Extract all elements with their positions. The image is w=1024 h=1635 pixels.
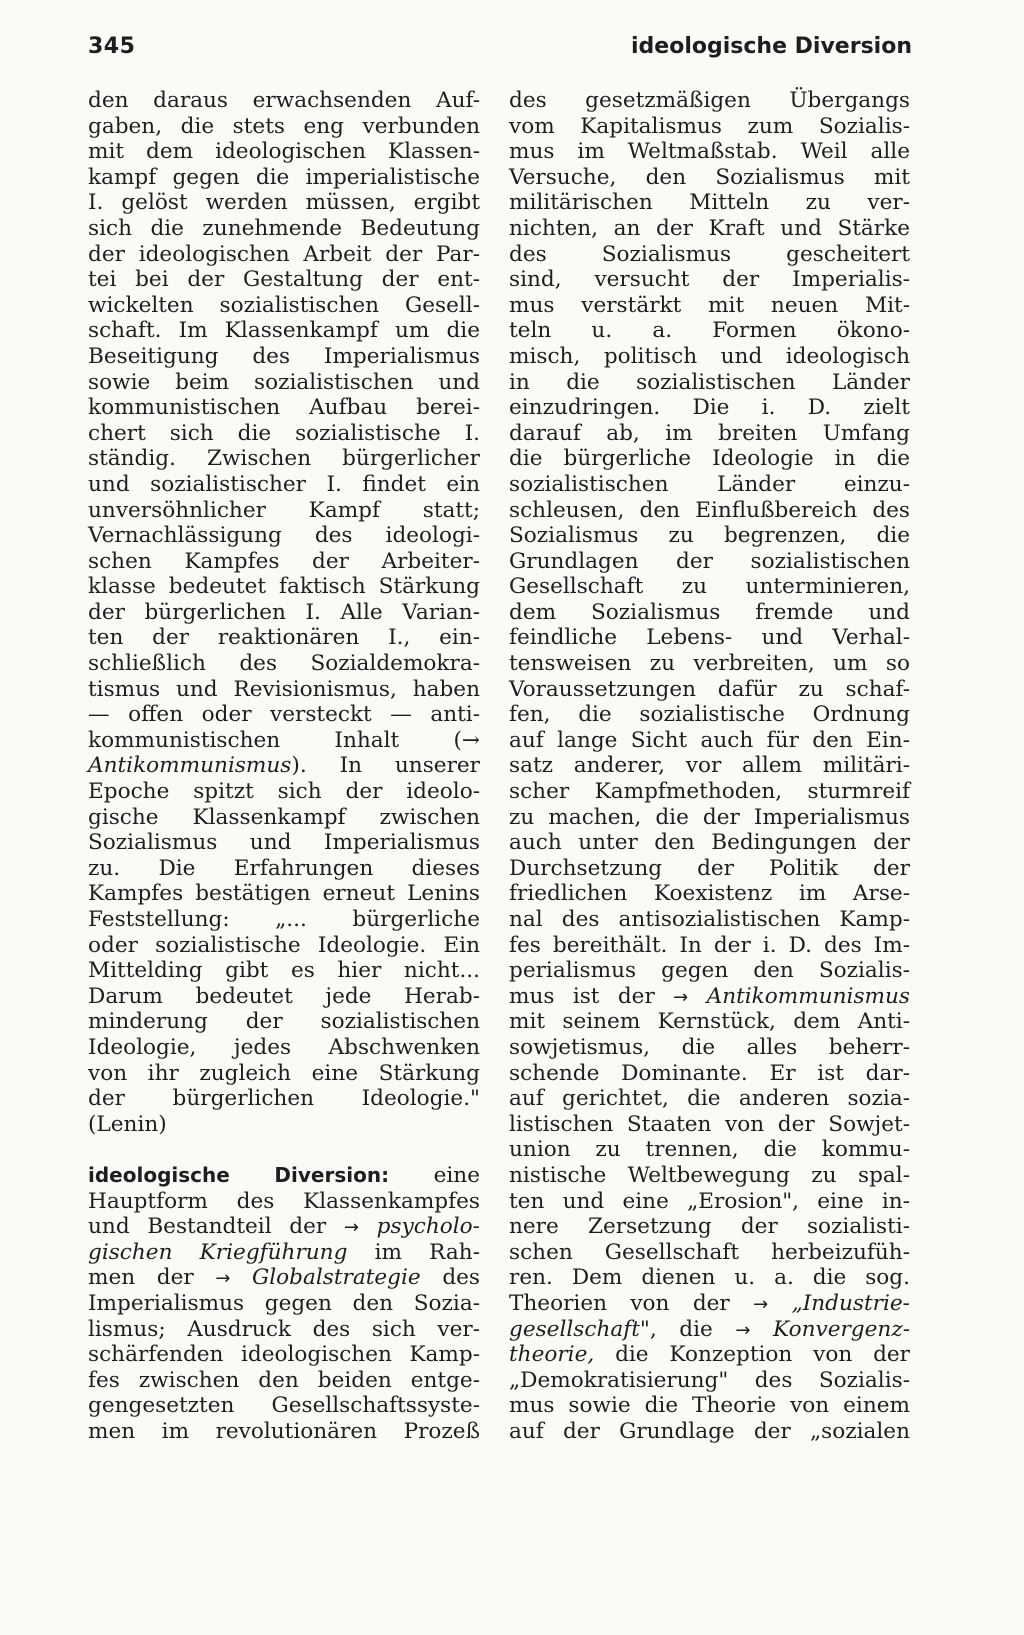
text-line: und Bestandteil der → psycholo-	[88, 1214, 480, 1240]
text-line: schließlich des Sozialdemokra-	[88, 651, 480, 677]
text-line: fes bereithält. In der i. D. des Im-	[509, 932, 910, 958]
text-line: tensweisen zu verbreiten, um so	[509, 651, 910, 677]
cross-reference-psychologische-kriegfuehrung-cont[interactable]: gischen Kriegführung	[88, 1239, 348, 1265]
text-line: auch unter den Bedingungen der	[509, 830, 910, 856]
text-line: einzudringen. Die i. D. zielt	[509, 395, 910, 421]
text-line: Mittelding gibt es hier nicht...	[88, 958, 480, 984]
cross-reference-industriegesellschaft-cont[interactable]: gesellschaft"	[509, 1316, 650, 1342]
text-line: auf der Grundlage der „sozialen	[509, 1418, 910, 1444]
text-line: union zu trennen, die kommu-	[509, 1137, 910, 1163]
text-line: wickelten sozialistischen Gesell-	[88, 292, 480, 318]
text-line: minderung der sozialistischen	[88, 1009, 480, 1035]
text-line: Durchsetzung der Politik der	[509, 855, 910, 881]
text-line: scher Kampfmethoden, sturmreif	[509, 779, 910, 805]
text-line: Antikommunismus). In unserer	[88, 753, 480, 779]
text-line: Hauptform des Klassenkampfes	[88, 1188, 480, 1214]
text-line: nere Zersetzung der sozialisti-	[509, 1214, 910, 1240]
text-line: Sozialismus und Imperialismus	[88, 830, 480, 856]
text-line: men der → Globalstrategie des	[88, 1265, 480, 1291]
text-line: Vernachlässigung des ideologi-	[88, 523, 480, 549]
text-line: schleusen, den Einflußbereich des	[509, 497, 910, 523]
text-line: kampf gegen die imperialistische	[88, 164, 480, 190]
text-line: Kampfes bestätigen erneut Lenins	[88, 881, 480, 907]
text-line: gengesetzten Gesellschaftssyste-	[88, 1393, 480, 1419]
text-line: Theorien von der → „Industrie-	[509, 1290, 910, 1316]
text-line: sind, versucht der Imperialis-	[509, 267, 910, 293]
text-line: darauf ab, im breiten Umfang	[509, 420, 910, 446]
text-line: die bürgerliche Ideologie in die	[509, 446, 910, 472]
text-line: kommunistischen Aufbau berei-	[88, 395, 480, 421]
arrow-icon: →	[343, 1217, 359, 1239]
entry-body	[88, 1291, 480, 1445]
text-line: mus sowie die Theorie von einem	[509, 1393, 910, 1419]
text-line: tismus und Revisionismus, haben	[88, 676, 480, 702]
text-line: gische Klassenkampf zwischen	[88, 804, 480, 830]
text-line: tei bei der Gestaltung der ent-	[88, 267, 480, 293]
text-line: men im revolutionären Prozeß	[88, 1418, 480, 1444]
arrow-icon: →	[735, 1319, 751, 1341]
text-line: klasse bedeutet faktisch Stärkung	[88, 574, 480, 600]
text-line: satz anderer, vor allem militäri-	[509, 753, 910, 779]
text-line: sowjetismus, die alles beherr-	[509, 1034, 910, 1060]
right-paragraph-a	[509, 88, 910, 984]
text-line: schärfenden ideologischen Kamp-	[88, 1342, 480, 1368]
text-line: Grundlagen der sozialistischen	[509, 548, 910, 574]
text-line: der ideologischen Arbeit der Par-	[88, 241, 480, 267]
arrow-icon: →	[215, 1268, 231, 1290]
arrow-icon: →	[673, 986, 689, 1008]
text-line: Imperialismus gegen den Sozia-	[88, 1290, 480, 1316]
text-line: Feststellung: „... bürgerliche	[88, 907, 480, 932]
left-paragraph-1	[88, 88, 480, 753]
text-line: vom Kapitalismus zum Sozialis-	[509, 113, 910, 139]
text-line: listischen Staaten von der Sowjet-	[509, 1111, 910, 1137]
text-line: sich die zunehmende Bedeutung	[88, 215, 480, 241]
arrow-icon: →	[753, 1293, 769, 1315]
page-number: 345	[88, 34, 136, 59]
cross-reference-industriegesellschaft[interactable]: „Industrie-	[791, 1290, 910, 1316]
entry-term: ideologische Diversion:	[88, 1162, 390, 1187]
cross-reference-globalstrategie[interactable]: Globalstrategie	[252, 1265, 421, 1291]
text-line: Epoche spitzt sich der ideolo-	[88, 779, 480, 805]
text-line: kommunistischen Inhalt (→	[88, 727, 480, 753]
text-line: misch, politisch und ideologisch	[509, 343, 910, 369]
text-line: der bürgerlichen I. Alle Varian-	[88, 599, 480, 625]
running-head: ideologische Diversion	[631, 34, 912, 59]
text-line: Versuche, den Sozialismus mit	[509, 164, 910, 190]
text-line: — offen oder versteckt — anti-	[88, 702, 480, 728]
text-line: mit dem ideologischen Klassen-	[88, 139, 480, 165]
text-line: feindliche Lebens- und Verhal-	[509, 625, 910, 651]
text-line: Voraussetzungen dafür zu schaf-	[509, 676, 910, 702]
text-line: Ideologie, jedes Abschwenken	[88, 1034, 480, 1060]
cross-reference-konvergenztheorie-cont[interactable]: theorie,	[509, 1342, 595, 1368]
text-line: unversöhnlicher Kampf statt;	[88, 497, 480, 523]
text-line: „Demokratisierung" des Sozialis-	[509, 1367, 910, 1393]
text-line: Sozialismus zu begrenzen, die	[509, 523, 910, 549]
text-line: fes zwischen den beiden entge-	[88, 1367, 480, 1393]
citation: (Lenin)	[88, 1111, 167, 1137]
text-line: gischen Kriegführung im Rah-	[88, 1239, 480, 1265]
cross-reference-antikommunismus[interactable]: Antikommunismus	[88, 753, 292, 779]
text-line: Darum bedeutet jede Herab-	[88, 983, 480, 1009]
text-line: oder sozialistische Ideologie. Ein	[88, 932, 480, 958]
text-line: des gesetzmäßigen Übergangs	[509, 88, 910, 113]
text-line: teln u. a. Formen ökono-	[509, 318, 910, 344]
text-line: den daraus erwachsenden Auf-	[88, 88, 480, 113]
text-line: auf gerichtet, die anderen sozia-	[509, 1086, 910, 1112]
text-line: dem Sozialismus fremde und	[509, 599, 910, 625]
text-line: ten und eine „Erosion", eine in-	[509, 1188, 910, 1214]
text-line: mus verstärkt mit neuen Mit-	[509, 292, 910, 318]
left-column	[88, 88, 480, 1444]
text-line: theorie, die Konzeption von der	[509, 1342, 910, 1368]
text-line: gesellschaft", die → Konvergenz-	[509, 1316, 910, 1342]
text-line: nistische Weltbewegung zu spal-	[509, 1162, 910, 1188]
text-line: Gesellschaft zu unterminieren,	[509, 574, 910, 600]
text-line: chert sich die sozialistische I.	[88, 420, 480, 446]
text-line: des Sozialismus gescheitert	[509, 241, 910, 267]
right-column	[509, 88, 910, 1444]
text-line: mus ist der → Antikommunismus	[509, 983, 910, 1009]
text-line: auf lange Sicht auch für den Ein-	[509, 727, 910, 753]
cross-reference-psychologische-kriegfuehrung[interactable]: psycholo-	[376, 1214, 480, 1240]
text-line: perialismus gegen den Sozialis-	[509, 958, 910, 984]
text-line: friedlichen Koexistenz im Arse-	[509, 881, 910, 907]
text-line: mit seinem Kernstück, dem Anti-	[509, 1009, 910, 1035]
text-line: von ihr zugleich eine Stärkung	[88, 1060, 480, 1086]
text-line: schaft. Im Klassenkampf um die	[88, 318, 480, 344]
text-line: schen Kampfes der Arbeiter-	[88, 548, 480, 574]
text-line: sowie beim sozialistischen und	[88, 369, 480, 395]
text-line: ren. Dem dienen u. a. die sog.	[509, 1265, 910, 1291]
text-line: militärischen Mitteln zu ver-	[509, 190, 910, 216]
text-line: schen Gesellschaft herbeizufüh-	[509, 1239, 910, 1265]
text-line: lismus; Ausdruck des sich ver-	[88, 1316, 480, 1342]
text-line: zu. Die Erfahrungen dieses	[88, 855, 480, 881]
left-paragraph-1b	[88, 779, 480, 1112]
text-line: Beseitigung des Imperialismus	[88, 343, 480, 369]
right-paragraph-c	[509, 1368, 910, 1445]
text-line: ten der reaktionären I., ein-	[88, 625, 480, 651]
text-line: I. gelöst werden müssen, ergibt	[88, 190, 480, 216]
entry-heading-line: ideologische Diversion: eine	[88, 1162, 480, 1188]
text-line: sozialistischen Länder einzu-	[509, 471, 910, 497]
right-paragraph-b	[509, 1009, 910, 1291]
text-line: in die sozialistischen Länder	[509, 369, 910, 395]
text-line: fen, die sozialistische Ordnung	[509, 702, 910, 728]
text-line: nal des antisozialistischen Kamp-	[509, 907, 910, 932]
cross-reference-konvergenztheorie[interactable]: Konvergenz-	[773, 1316, 910, 1342]
text-line: nichten, an der Kraft und Stärke	[509, 215, 910, 241]
text-line: ständig. Zwischen bürgerlicher	[88, 446, 480, 472]
text-line: mus im Weltmaßstab. Weil alle	[509, 139, 910, 165]
paragraph-gap	[88, 1137, 480, 1163]
text-line: gaben, die stets eng verbunden	[88, 113, 480, 139]
text-line: der bürgerlichen Ideologie."	[88, 1086, 480, 1112]
cross-reference-antikommunismus[interactable]: Antikommunismus	[706, 983, 910, 1009]
text-line: zu machen, die der Imperialismus	[509, 804, 910, 830]
text-line: schende Dominante. Er ist dar-	[509, 1060, 910, 1086]
text-line: und sozialistischer I. findet ein	[88, 471, 480, 497]
